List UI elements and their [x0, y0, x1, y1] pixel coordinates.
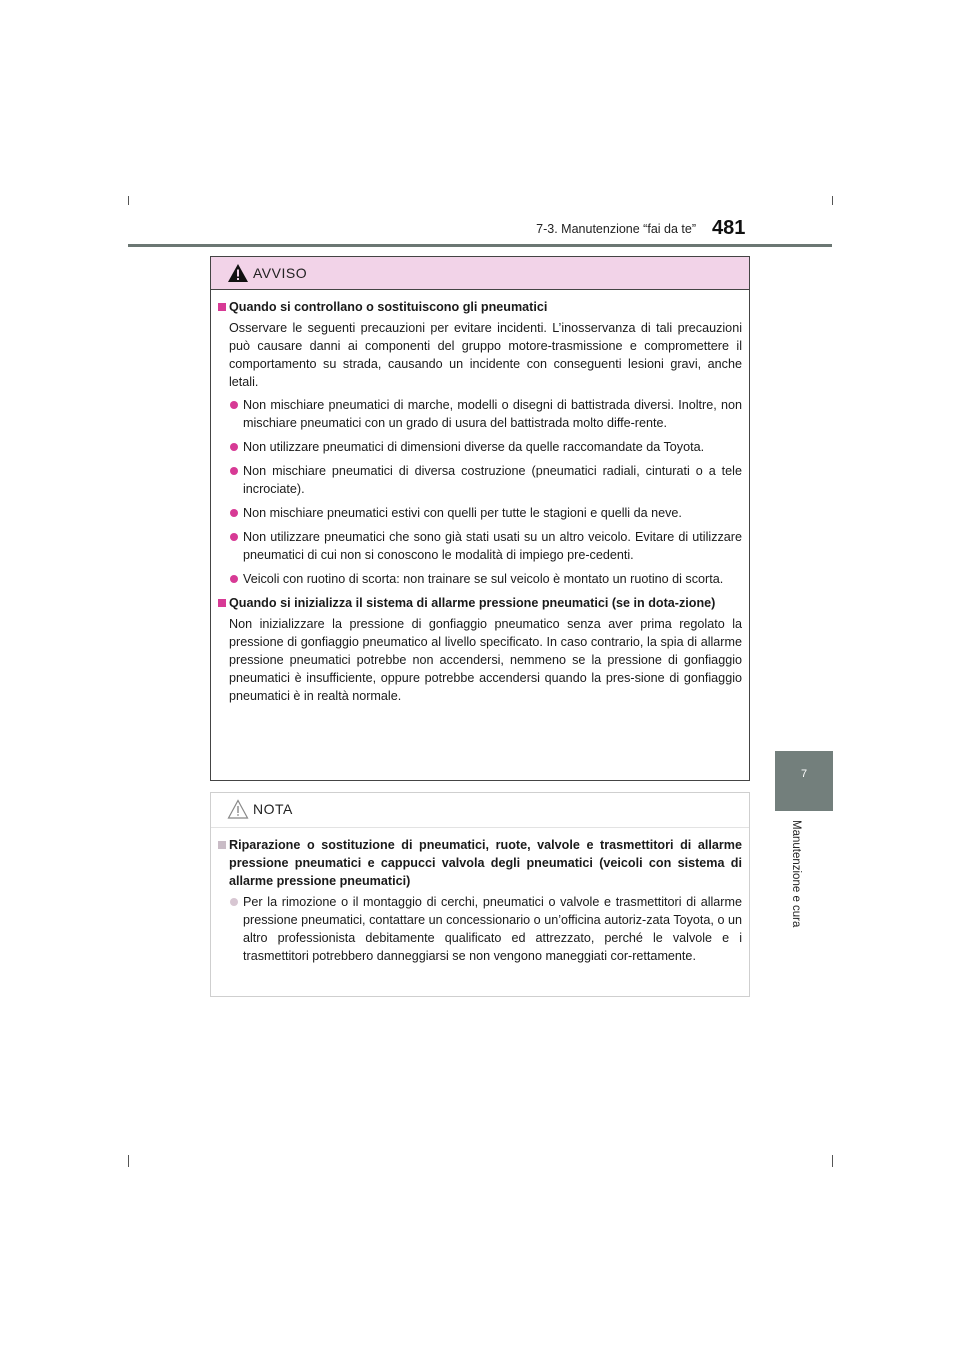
bullet-dot-icon	[230, 898, 238, 906]
bullet-dot-icon	[230, 533, 238, 541]
bullet-item: Per la rimozione o il montaggio di cerchi, pneumatici o valvole e trasmettitori di allarme pressione pneumatici, contattare un concessionario o un’officina autoriz-zata Toyota, o un altro professionista debitamente qualificato ed attrezzato, perché le valvole e i trasmettitori potrebbero danneggiarsi se non vengono maneggiati cor-rettamente.	[218, 893, 742, 965]
section-heading: Quando si inizializza il sistema di allarme pressione pneumatici (se in dota-zione)	[218, 594, 742, 612]
bullet-dot-icon	[230, 467, 238, 475]
square-bullet-icon	[218, 841, 226, 849]
bullet-dot-icon	[230, 575, 238, 583]
page-number: 481	[712, 217, 746, 239]
warning-header	[211, 257, 749, 290]
caution-triangle-icon	[227, 799, 249, 819]
section-title: 7-3. Manutenzione “fai da te”	[536, 222, 696, 236]
bullet-item: Non mischiare pneumatici estivi con quelli per tutte le stagioni e quelli da neve.	[218, 504, 742, 522]
bullet-dot-icon	[230, 443, 238, 451]
section-intro: Osservare le seguenti precauzioni per evitare incidenti. L’inosservanza di tali precauzioni può causare danni ai componenti del gruppo motore-trasmissione e compromettere il comportamento su strada, causando un incidente con conseguenti lesioni gravi, anche letali.	[229, 321, 742, 389]
header-divider	[128, 244, 832, 247]
warning-label: AVVISO	[253, 265, 308, 281]
chapter-title: Manutenzione e cura	[790, 820, 802, 928]
warning-box	[210, 256, 750, 781]
square-bullet-icon	[218, 599, 226, 607]
bullet-dot-icon	[230, 509, 238, 517]
bullet-item: Veicoli con ruotino di scorta: non trainare se sul veicolo è montato un ruotino di scorta.	[218, 570, 742, 588]
section-heading: Riparazione o sostituzione di pneumatici, ruote, valvole e trasmettitori di allarme pressione pneumatici e cappucci valvola degli pneumatici (veicoli con sistema di allarme pressione pneumatici)	[218, 836, 742, 890]
crop-mark	[128, 1155, 129, 1167]
crop-mark	[128, 196, 129, 205]
bullet-item: Non mischiare pneumatici di marche, modelli o disegni di battistrada diversi. Inoltre, non mischiare pneumatici con un grado di usura del battistrada molto diffe-rente.	[218, 396, 742, 432]
bullet-item: Non utilizzare pneumatici che sono già stati usati su un altro veicolo. Evitare di utilizzare pneumatici di cui non si conoscono le modalità di impiego pre-cedenti.	[218, 528, 742, 564]
section-body: Non inizializzare la pressione di gonfiaggio pneumatico senza aver prima regolato la pressione di gonfiaggio pneumatico al livello specificato. In caso contrario, la spia di allarme pressione pneumatici potrebbe non accendersi, nemmeno se la pressione di gonfiaggio pneumatici è insufficiente, oppure potrebbe accendersi quando la pres-sione di gonfiaggio pneumatici è in realtà normale.	[229, 617, 742, 703]
note-box	[210, 792, 750, 997]
bullet-item: Non utilizzare pneumatici di dimensioni diverse da quelle raccomandate da Toyota.	[218, 438, 742, 456]
warning-content	[211, 290, 749, 705]
bullet-dot-icon	[230, 401, 238, 409]
note-label: NOTA	[253, 801, 293, 817]
section-heading: Quando si controllano o sostituiscono gli pneumatici	[218, 298, 742, 316]
crop-mark	[832, 1155, 833, 1167]
warning-triangle-icon	[227, 263, 249, 283]
chapter-tab	[775, 751, 833, 811]
bullet-item: Non mischiare pneumatici di diversa costruzione (pneumatici radiali, cinturati o a tele incrociate).	[218, 462, 742, 498]
square-bullet-icon	[218, 303, 226, 311]
crop-mark	[832, 196, 833, 205]
chapter-number: 7	[800, 768, 808, 780]
note-header	[211, 793, 749, 828]
note-content	[211, 828, 749, 965]
